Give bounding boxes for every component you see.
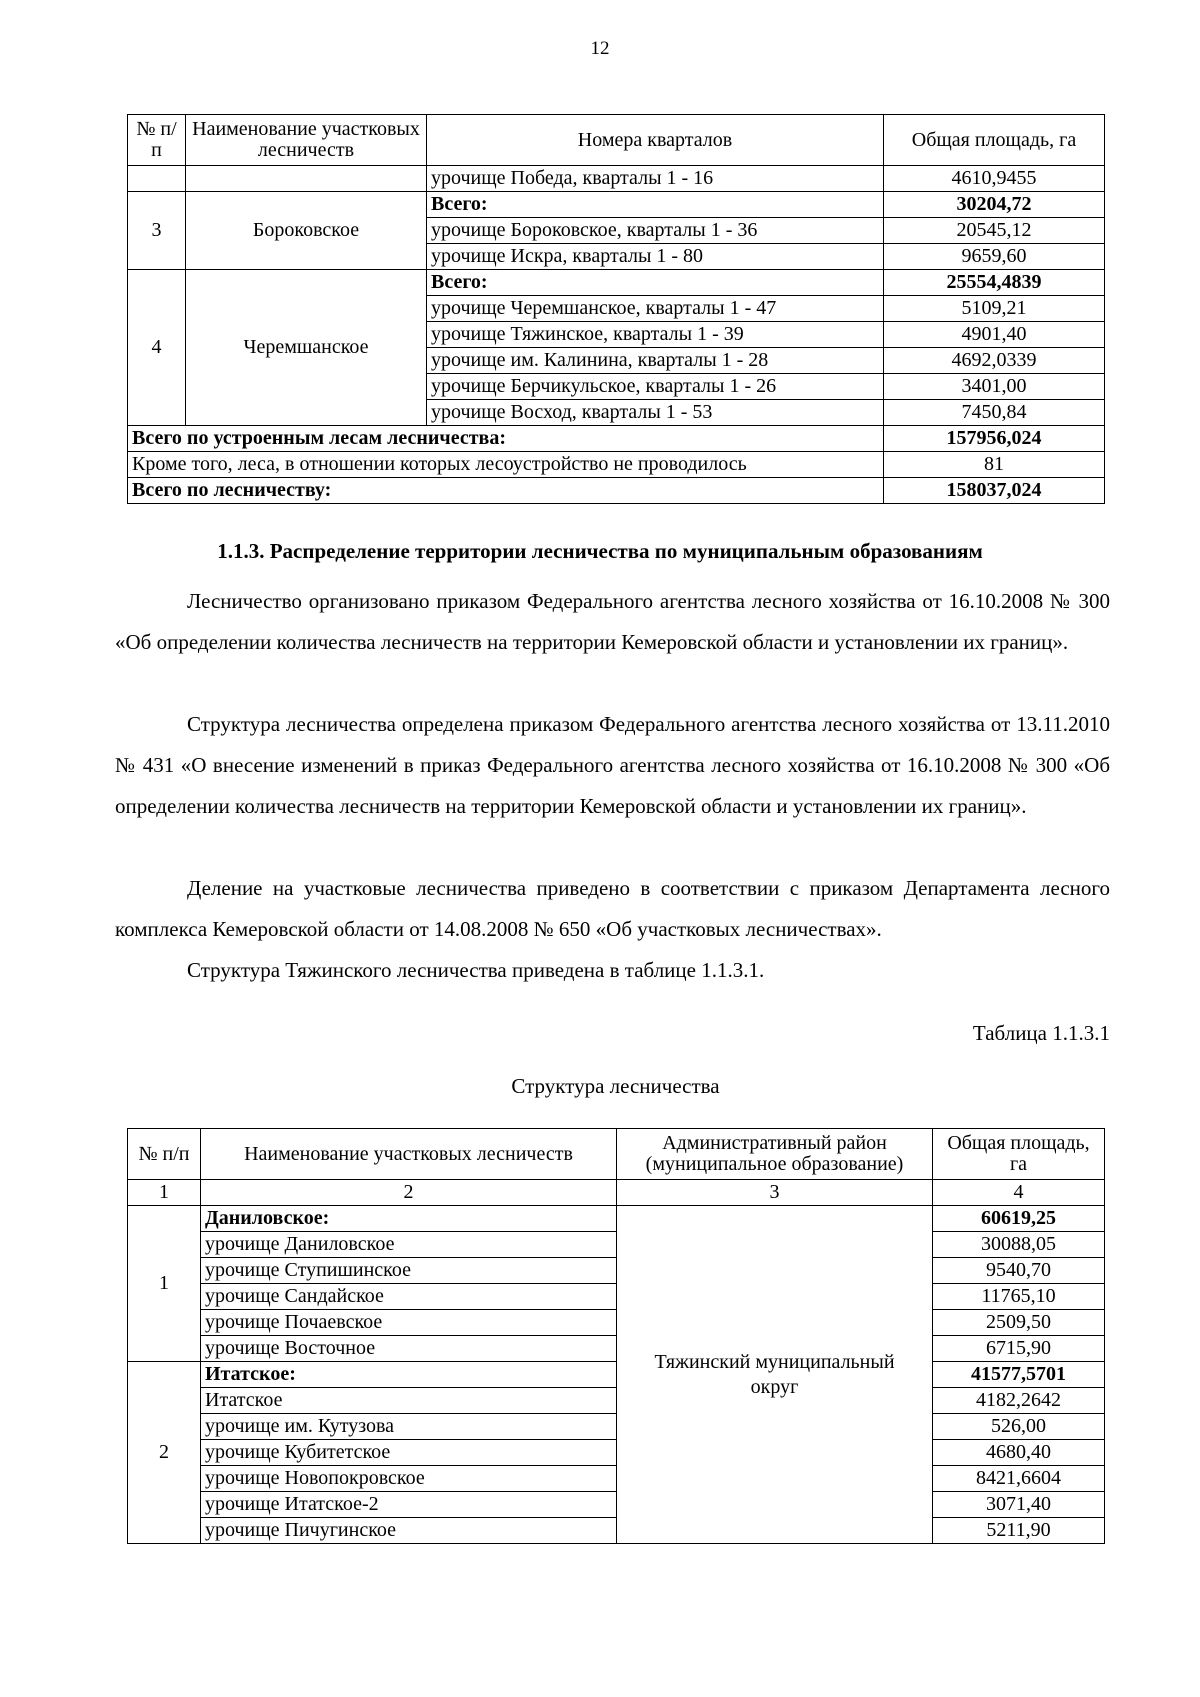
table-row xyxy=(128,1284,1105,1310)
row-number: 2 xyxy=(128,1362,201,1544)
table-row xyxy=(128,1258,1105,1284)
area-cell: 8421,6604 xyxy=(933,1466,1105,1492)
col-num-header: № п/п xyxy=(128,115,186,166)
table-row xyxy=(128,1336,1105,1362)
row-number: 4 xyxy=(128,270,186,426)
column-number: 4 xyxy=(933,1180,1105,1206)
total-value: 60619,25 xyxy=(933,1206,1105,1232)
total-value: 41577,5701 xyxy=(933,1362,1105,1388)
table-row xyxy=(128,1440,1105,1466)
area-cell: 9540,70 xyxy=(933,1258,1105,1284)
area-cell: 6715,90 xyxy=(933,1336,1105,1362)
summary-label: Кроме того, леса, в отношении которых лесоустройство не проводилось xyxy=(128,452,884,478)
page-number: 12 xyxy=(590,38,610,59)
area-cell: 4680,40 xyxy=(933,1440,1105,1466)
forestry-name: Итатское: xyxy=(201,1362,617,1388)
col-name-header: Наименование участковых лесничеств xyxy=(201,1129,617,1180)
column-number: 1 xyxy=(128,1180,201,1206)
summary-row xyxy=(128,426,1105,452)
paragraph: Лесничество организовано приказом Федерального агентства лесного хозяйства от 16.10.2008 № 300 «Об определении количества лесничеств на территории Кемеровской области и установлении их границ». xyxy=(115,589,1110,654)
tract-name: урочище Почаевское xyxy=(201,1310,617,1336)
tract-name: урочище Восточное xyxy=(201,1336,617,1362)
col-name-header: Наименование участковых лесничеств xyxy=(186,115,427,166)
table-row xyxy=(128,192,1105,218)
area-cell: 5211,90 xyxy=(933,1518,1105,1544)
area-cell: 11765,10 xyxy=(933,1284,1105,1310)
table-row xyxy=(128,270,1105,296)
table-row xyxy=(128,1232,1105,1258)
district-cell: Тяжинский муниципальный округ xyxy=(617,1206,933,1544)
table-row xyxy=(128,1518,1105,1544)
area-cell: 4182,2642 xyxy=(933,1388,1105,1414)
paragraph: Структура лесничества определена приказом Федерального агентства лесного хозяйства от 13.11.2010 № 431 «О внесение изменений в приказ Федерального агентства лесного хозяйства от 16.10.2008 № 300 «Об определении количества лесничеств на территории Кемеровской области и установлении их границ». xyxy=(115,712,1110,818)
column-number: 3 xyxy=(617,1180,933,1206)
col-num-header: № п/п xyxy=(128,1129,201,1180)
summary-value: 158037,024 xyxy=(884,478,1105,504)
tract-name: Итатское xyxy=(201,1388,617,1414)
quarters-cell: урочище Берчикульское, кварталы 1 - 26 xyxy=(427,374,884,400)
forestry-name: Бороковское xyxy=(186,192,427,270)
table-row xyxy=(128,1362,1105,1388)
forestry-quarters-table xyxy=(127,114,1105,504)
table-row xyxy=(128,1466,1105,1492)
area-cell: 30088,05 xyxy=(933,1232,1105,1258)
paragraph: Деление на участковые лесничества приведено в соответствии с приказом Департамента лесного комплекса Кемеровской области от 14.08.2008 № 650 «Об участковых лесничествах». xyxy=(115,876,1110,941)
summary-label: Всего по устроенным лесам лесничества: xyxy=(128,426,884,452)
forestry-name: Даниловское: xyxy=(201,1206,617,1232)
table-title: Структура лесничества xyxy=(511,1074,720,1098)
table-header-row xyxy=(128,115,1105,166)
row-number: 1 xyxy=(128,1206,201,1362)
area-cell: 5109,21 xyxy=(884,296,1105,322)
col-district-header: Административный район (муниципальное образование) xyxy=(617,1129,933,1180)
forestry-structure-table xyxy=(127,1128,1105,1544)
area-cell: 3071,40 xyxy=(933,1492,1105,1518)
summary-label: Всего по лесничеству: xyxy=(128,478,884,504)
tract-name: урочище Итатское-2 xyxy=(201,1492,617,1518)
column-number-row xyxy=(128,1180,1105,1206)
tract-name: урочище Сандайское xyxy=(201,1284,617,1310)
total-label: Всего: xyxy=(427,192,884,218)
total-label: Всего: xyxy=(427,270,884,296)
tract-name: урочище Ступишинское xyxy=(201,1258,617,1284)
tract-name: урочище Кубитетское xyxy=(201,1440,617,1466)
total-value: 25554,4839 xyxy=(884,270,1105,296)
table-row xyxy=(128,166,1105,192)
summary-row xyxy=(128,452,1105,478)
area-cell: 2509,50 xyxy=(933,1310,1105,1336)
tract-name: урочище Новопокровское xyxy=(201,1466,617,1492)
area-cell: 20545,12 xyxy=(884,218,1105,244)
row-number: 3 xyxy=(128,192,186,270)
forestry-name: Черемшанское xyxy=(186,270,427,426)
area-cell: 9659,60 xyxy=(884,244,1105,270)
table-row xyxy=(128,1310,1105,1336)
area-cell: 4692,0339 xyxy=(884,348,1105,374)
table-row xyxy=(128,1414,1105,1440)
tract-name: урочище Пичугинское xyxy=(201,1518,617,1544)
table-row xyxy=(128,1206,1105,1232)
summary-value: 81 xyxy=(884,452,1105,478)
table-row xyxy=(128,1492,1105,1518)
section-heading: 1.1.3. Распределение территории лесничества по муниципальным образованиям xyxy=(217,539,983,563)
col-area-header: Общая площадь, га xyxy=(884,115,1105,166)
quarters-cell: урочище Тяжинское, кварталы 1 - 39 xyxy=(427,322,884,348)
quarters-cell: урочище Бороковское, кварталы 1 - 36 xyxy=(427,218,884,244)
quarters-cell: урочище Восход, кварталы 1 - 53 xyxy=(427,400,884,426)
table-header-row xyxy=(128,1129,1105,1180)
area-cell: 3401,00 xyxy=(884,374,1105,400)
tract-name: урочище Даниловское xyxy=(201,1232,617,1258)
table-row xyxy=(128,1388,1105,1414)
quarters-cell: урочище Черемшанское, кварталы 1 - 47 xyxy=(427,296,884,322)
quarters-cell: урочище им. Калинина, кварталы 1 - 28 xyxy=(427,348,884,374)
area-cell: 4901,40 xyxy=(884,322,1105,348)
area-cell: 526,00 xyxy=(933,1414,1105,1440)
col-quarters-header: Номера кварталов xyxy=(427,115,884,166)
area-cell: 7450,84 xyxy=(884,400,1105,426)
area-cell: 4610,9455 xyxy=(884,166,1105,192)
col-area-header: Общая площадь, га xyxy=(933,1129,1105,1180)
total-value: 30204,72 xyxy=(884,192,1105,218)
column-number: 2 xyxy=(201,1180,617,1206)
paragraph: Структура Тяжинского лесничества приведена в таблице 1.1.3.1. xyxy=(187,958,765,982)
quarters-cell: урочище Искра, кварталы 1 - 80 xyxy=(427,244,884,270)
summary-value: 157956,024 xyxy=(884,426,1105,452)
quarters-cell: урочище Победа, кварталы 1 - 16 xyxy=(427,166,884,192)
summary-row xyxy=(128,478,1105,504)
table-label: Таблица 1.1.3.1 xyxy=(972,1021,1110,1045)
tract-name: урочище им. Кутузова xyxy=(201,1414,617,1440)
